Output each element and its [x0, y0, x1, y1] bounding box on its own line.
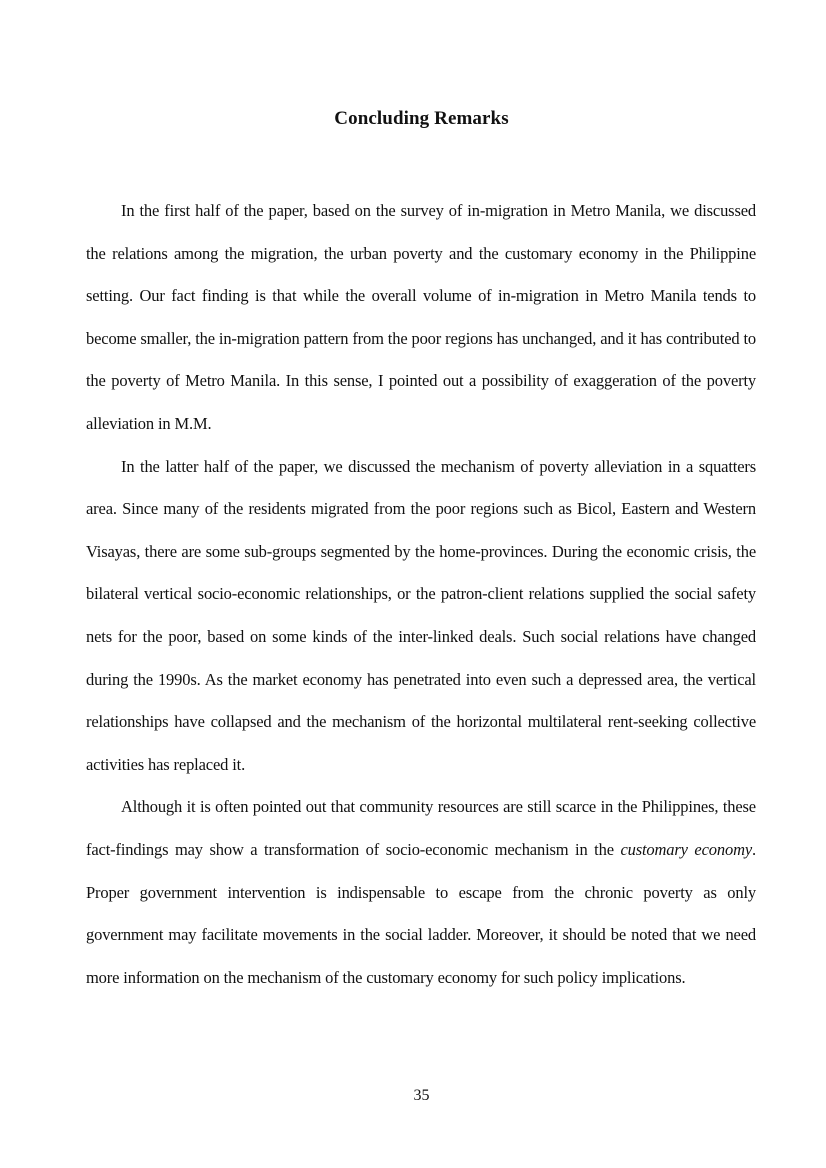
emphasized-term: customary economy	[620, 839, 753, 859]
body-text	[86, 190, 756, 999]
paragraph-2: In the latter half of the paper, we discussed the mechanism of poverty alleviation in a squatters area. Since many of the residents migrated from the poor regions such as Bicol, Eastern and Western Visayas, there are some sub-groups segmented by the home-provinces. During the economic crisis, the bilateral vertical socio-economic relationships, or the patron-client relations supplied the social safety nets for the poor, based on some kinds of the inter-linked deals. Such social relations have changed during the 1990s. As the market economy has penetrated into even such a depressed area, the vertical relationships have collapsed and the mechanism of the horizontal multilateral rent-seeking collective activities has replaced it.	[86, 456, 756, 774]
paragraph-3-text-after: . Proper government intervention is indispensable to escape from the chronic poverty as only government may facilitate movements in the social ladder. Moreover, it should be noted that we need more information on the mechanism of the customary economy for such policy implications.	[86, 839, 756, 987]
section-heading: Concluding Remarks	[334, 108, 509, 129]
paragraph-3	[86, 786, 756, 999]
paragraph-3-text-before: Although it is often pointed out that community resources are still scarce in the Philippines, these fact-findings may show a transformation of socio-economic mechanism in the	[86, 797, 756, 859]
page-number: 35	[413, 1087, 430, 1104]
paragraph-1: In the first half of the paper, based on the survey of in-migration in Metro Manila, we discussed the relations among the migration, the urban poverty and the customary economy in the Philippine setting. Our fact finding is that while the overall volume of in-migration in Metro Manila tends to become smaller, the in-migration pattern from the poor regions has unchanged, and it has contributed to the poverty of Metro Manila. In this sense, I pointed out a possibility of exaggeration of the poverty alleviation in M.M.	[86, 201, 756, 433]
